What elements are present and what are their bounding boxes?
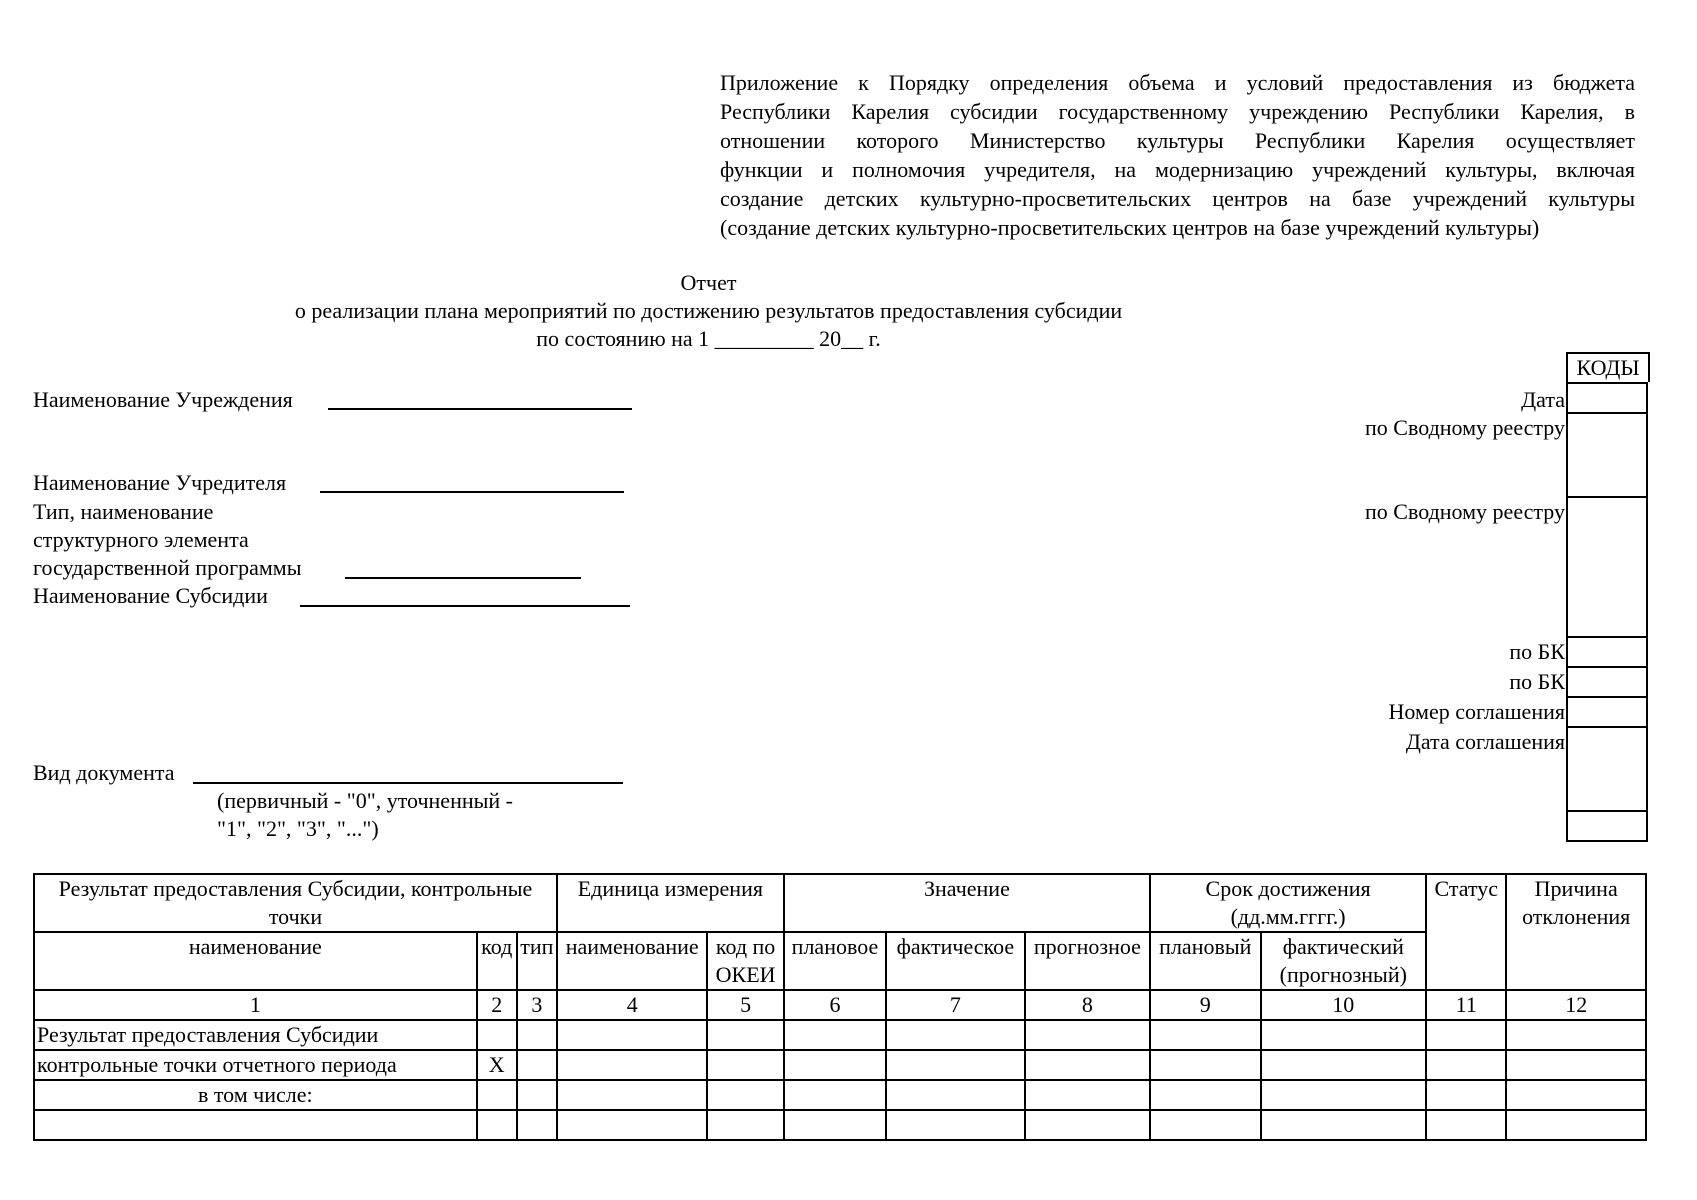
- header-term: Срок достижения (дд.мм.гггг.): [1150, 874, 1426, 932]
- cell[interactable]: [1261, 1050, 1427, 1080]
- cell[interactable]: [1426, 1050, 1506, 1080]
- row-checkpoints-code: X: [477, 1050, 517, 1080]
- cell[interactable]: [707, 1020, 783, 1050]
- header-status: Статус: [1426, 874, 1506, 990]
- doc-type-hint-1: (первичный - "0", уточненный -: [217, 788, 513, 813]
- code-bk-cell-2[interactable]: [1567, 667, 1647, 697]
- cell[interactable]: [1261, 1020, 1427, 1050]
- table-row: [34, 1110, 1646, 1140]
- column-number: 2: [477, 990, 517, 1020]
- cell[interactable]: [886, 1050, 1025, 1080]
- cell[interactable]: [707, 1050, 783, 1080]
- cell[interactable]: [1150, 1020, 1260, 1050]
- doc-type-hint-2: "1", "2", "3", "..."): [217, 816, 379, 841]
- subheader-term-fact: фактический (прогнозный): [1261, 932, 1427, 990]
- cell[interactable]: [557, 1050, 708, 1080]
- cell[interactable]: [1506, 1080, 1646, 1110]
- table-row: [34, 1050, 1646, 1080]
- cell[interactable]: [784, 1110, 886, 1140]
- cell[interactable]: [1426, 1080, 1506, 1110]
- subheader-code: код: [477, 932, 517, 990]
- subheader-plan: плановое: [784, 932, 886, 990]
- column-number: 6: [784, 990, 886, 1020]
- cell[interactable]: [886, 1020, 1025, 1050]
- appendix-line: Приложение к Порядку определения объема и условий предоставления из бюджета: [720, 70, 1635, 95]
- appendix-line: функции и полномочия учредителя, на модернизацию учреждений культуры, включая: [720, 157, 1635, 182]
- cell[interactable]: [557, 1020, 708, 1050]
- code-registry-label-1: по Сводному реестру: [1365, 415, 1565, 440]
- founder-label: Наименование Учредителя: [33, 470, 287, 495]
- cell[interactable]: [1506, 1050, 1646, 1080]
- appendix-line: Республики Карелия субсидии государственному учреждению Республики Карелия, в: [720, 99, 1635, 124]
- table-row: [34, 1020, 1646, 1050]
- subheader-fact: фактическое: [886, 932, 1025, 990]
- program-label-2: структурного элемента: [33, 527, 249, 552]
- report-title: Отчет: [680, 270, 737, 295]
- appendix-line: создание детских культурно-просветительских центров на базе учреждений культуры: [720, 186, 1635, 211]
- column-number: 12: [1506, 990, 1646, 1020]
- header-value: Значение: [784, 874, 1150, 932]
- header-result: Результат предоставления Субсидии, контрольные точки: [34, 874, 557, 932]
- code-registry-cell-2[interactable]: [1567, 497, 1647, 637]
- cell[interactable]: [1150, 1080, 1260, 1110]
- cell[interactable]: [517, 1110, 557, 1140]
- cell[interactable]: [557, 1110, 708, 1140]
- column-number: 3: [517, 990, 557, 1020]
- founder-field[interactable]: [320, 471, 624, 493]
- code-registry-cell-1[interactable]: [1567, 413, 1647, 497]
- table-row: [34, 1080, 1646, 1110]
- column-number: 1: [34, 990, 477, 1020]
- subheader-forecast: прогнозное: [1025, 932, 1150, 990]
- column-number: 8: [1025, 990, 1150, 1020]
- appendix-header: [720, 68, 1635, 242]
- agreement-date-label: Дата соглашения: [1405, 729, 1565, 754]
- cell[interactable]: [477, 1080, 517, 1110]
- header-unit: Единица измерения: [557, 874, 784, 932]
- subheader-unit-name: наименование: [557, 932, 708, 990]
- appendix-line: (создание детских культурно-просветительских центров на базе учреждений культуры): [720, 215, 1540, 240]
- cell[interactable]: [34, 1110, 477, 1140]
- row-including-label: в том числе:: [34, 1080, 477, 1110]
- subsidy-field[interactable]: [300, 585, 630, 607]
- cell[interactable]: [1261, 1110, 1427, 1140]
- cell[interactable]: [477, 1110, 517, 1140]
- doc-type-field[interactable]: [193, 762, 623, 784]
- row-checkpoints-name: контрольные точки отчетного периода: [34, 1050, 477, 1080]
- institution-label: Наименование Учреждения: [33, 387, 293, 412]
- agreement-date-cell[interactable]: [1567, 727, 1647, 811]
- cell[interactable]: [784, 1080, 886, 1110]
- codes-box: [1566, 382, 1648, 842]
- cell[interactable]: [886, 1080, 1025, 1110]
- cell[interactable]: [1150, 1110, 1260, 1140]
- agreement-number-cell[interactable]: [1567, 697, 1647, 727]
- subheader-name: наименование: [34, 932, 477, 990]
- report-date-line: по состоянию на 1 _________ 20__ г.: [536, 326, 881, 351]
- program-label-1: Тип, наименование: [33, 499, 214, 524]
- cell[interactable]: [517, 1050, 557, 1080]
- codes-header: КОДЫ: [1566, 352, 1650, 382]
- institution-field[interactable]: [328, 388, 632, 410]
- code-registry-label-2: по Сводному реестру: [1365, 499, 1565, 524]
- cell[interactable]: [886, 1110, 1025, 1140]
- cell[interactable]: [1025, 1050, 1150, 1080]
- cell[interactable]: [707, 1080, 783, 1110]
- column-number: 5: [707, 990, 783, 1020]
- agreement-number-label: Номер соглашения: [1388, 699, 1565, 724]
- cell[interactable]: [1025, 1020, 1150, 1050]
- results-table: [33, 873, 1647, 1141]
- code-bk-label-2: по БК: [1509, 669, 1565, 694]
- cell[interactable]: [784, 1050, 886, 1080]
- program-label-3: государственной программы: [33, 555, 302, 580]
- column-number: 9: [1150, 990, 1260, 1020]
- appendix-line: отношении которого Министерство культуры Республики Карелия осуществляет: [720, 128, 1635, 153]
- code-bk-cell-1[interactable]: [1567, 637, 1647, 667]
- row-result-name: Результат предоставления Субсидии: [34, 1020, 477, 1050]
- cell[interactable]: [1025, 1080, 1150, 1110]
- column-number: 10: [1261, 990, 1427, 1020]
- cell[interactable]: [1150, 1050, 1260, 1080]
- code-date-label: Дата: [1521, 387, 1565, 412]
- cell[interactable]: [707, 1110, 783, 1140]
- subheader-okei: код по ОКЕИ: [707, 932, 783, 990]
- header-reason: Причина отклонения: [1506, 874, 1646, 990]
- cell[interactable]: [517, 1080, 557, 1110]
- cell[interactable]: [517, 1020, 557, 1050]
- column-number: 7: [886, 990, 1025, 1020]
- code-bk-label-1: по БК: [1509, 639, 1565, 664]
- cell[interactable]: [557, 1080, 708, 1110]
- cell[interactable]: [477, 1020, 517, 1050]
- column-number: 4: [557, 990, 708, 1020]
- cell[interactable]: [1506, 1110, 1646, 1140]
- subheader-type: тип: [517, 932, 557, 990]
- cell[interactable]: [1261, 1080, 1427, 1110]
- code-date-cell[interactable]: [1567, 383, 1647, 413]
- subsidy-label: Наименование Субсидии: [33, 583, 268, 608]
- program-field[interactable]: [345, 557, 581, 579]
- cell[interactable]: [1426, 1020, 1506, 1050]
- code-extra-cell[interactable]: [1567, 811, 1647, 841]
- report-subtitle: о реализации плана мероприятий по достижению результатов предоставления субсидии: [294, 298, 1123, 323]
- cell[interactable]: [784, 1020, 886, 1050]
- cell[interactable]: [1025, 1110, 1150, 1140]
- column-number: 11: [1426, 990, 1506, 1020]
- subheader-term-plan: плановый: [1150, 932, 1260, 990]
- doc-type-label: Вид документа: [33, 760, 175, 785]
- cell[interactable]: [1506, 1020, 1646, 1050]
- cell[interactable]: [1426, 1110, 1506, 1140]
